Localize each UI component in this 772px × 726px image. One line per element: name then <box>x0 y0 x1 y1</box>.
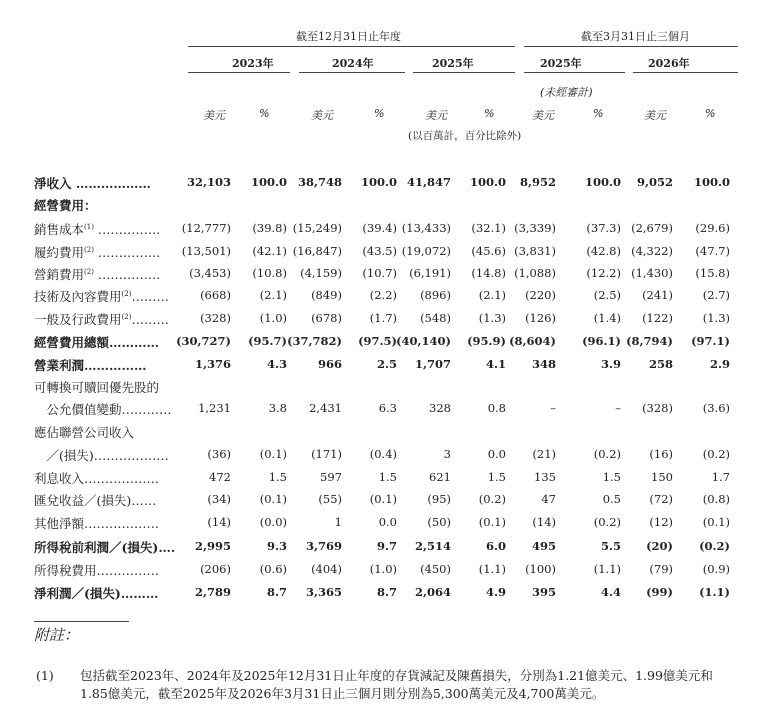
percent-cell: 100.0 <box>469 175 506 189</box>
row-label <box>34 174 151 192</box>
row-label <box>34 196 97 214</box>
percent-cell: 1.5 <box>602 470 621 484</box>
percent-cell: 0.0 <box>378 515 397 529</box>
footnote-ref: (1) <box>84 222 94 231</box>
amount-cell: (241) <box>642 288 673 302</box>
percent-cell: 1.7 <box>711 470 730 484</box>
row-label <box>34 333 159 351</box>
percent-cell: 9.3 <box>266 539 287 553</box>
amount-cell: (50) <box>427 515 451 529</box>
row-label <box>34 538 175 556</box>
row-label <box>34 446 169 464</box>
amount-cell: (12) <box>649 515 673 529</box>
percent-cell: 100.0 <box>693 175 730 189</box>
percent-cell: (1.3) <box>702 311 730 325</box>
row-label <box>34 265 160 283</box>
amount-cell: (2,679) <box>631 221 673 235</box>
percent-cell: 100.0 <box>584 175 621 189</box>
percent-cell: (0.8) <box>702 492 730 506</box>
year-rule <box>299 72 405 73</box>
percent-cell: (1.4) <box>593 311 621 325</box>
amount-cell: (14) <box>207 515 231 529</box>
percent-cell: (95.7) <box>248 334 287 348</box>
units-note: (以百萬計，百分比除外) <box>408 130 522 142</box>
leader-dots: …………… <box>93 245 161 260</box>
amount-cell: 3 <box>443 447 451 461</box>
footnote-ref: (2) <box>121 289 132 298</box>
leader-dots: ……………… <box>84 516 160 531</box>
amount-cell: (30,727) <box>176 334 231 348</box>
amount-cell: (206) <box>200 562 231 576</box>
row-label <box>34 423 134 441</box>
row-label-text: 一般及行政費用 <box>34 312 122 327</box>
footnote-ref: (2) <box>84 245 94 254</box>
percent-cell: 3.8 <box>268 401 287 415</box>
unaudited-label: (未經審計) <box>540 86 593 99</box>
year-label: 2025年 <box>432 57 474 70</box>
amount-cell: (16,847) <box>292 244 342 258</box>
year-rule <box>188 72 290 73</box>
percent-cell: 0.5 <box>602 492 621 506</box>
year-label: 2023年 <box>232 57 274 70</box>
percent-cell: 8.7 <box>266 585 287 599</box>
row-label-text: 利息收入 <box>34 471 85 486</box>
amount-cell: 258 <box>648 357 673 371</box>
percent-cell: (1.1) <box>699 585 730 599</box>
percent-cell: (1.0) <box>259 311 287 325</box>
amount-cell: 1,376 <box>194 357 231 371</box>
percent-cell: (96.1) <box>582 334 621 348</box>
amount-cell: (95) <box>427 492 451 506</box>
percent-cell: (29.6) <box>695 221 730 235</box>
percent-cell: (3.6) <box>702 401 730 415</box>
percent-cell: (95.9) <box>467 334 506 348</box>
leader-dots: ………… <box>109 335 160 350</box>
amount-cell: (8,794) <box>626 334 673 348</box>
amount-cell: (21) <box>532 447 556 461</box>
percent-cell: (1.7) <box>369 311 397 325</box>
percent-cell: (2.2) <box>369 288 397 302</box>
percent-cell: (39.8) <box>252 221 287 235</box>
amount-cell: (122) <box>642 311 673 325</box>
percent-cell: 1.5 <box>487 470 506 484</box>
percent-cell: (45.6) <box>471 244 506 258</box>
usd-label: 美元 <box>644 109 666 122</box>
row-label-text: 技術及內容費用 <box>34 289 122 304</box>
amount-cell: (16) <box>649 447 673 461</box>
leader-dots: …………… <box>93 267 161 282</box>
amount-cell: (6,191) <box>409 266 451 280</box>
year-label: 2024年 <box>332 57 374 70</box>
percent-cell: (97.1) <box>691 334 730 348</box>
amount-cell: (72) <box>649 492 673 506</box>
row-label <box>34 220 160 238</box>
amount-cell: (79) <box>649 562 673 576</box>
row-label-text: 公允價值變動 <box>34 402 122 417</box>
amount-cell: (668) <box>200 288 231 302</box>
amount-cell: 2,995 <box>194 539 231 553</box>
percent-cell: (10.7) <box>362 266 397 280</box>
amount-cell: (126) <box>525 311 556 325</box>
amount-cell: (678) <box>311 311 342 325</box>
row-label-text: 經營費用： <box>34 198 97 213</box>
amount-cell: (14) <box>532 515 556 529</box>
percent-cell: (47.7) <box>695 244 730 258</box>
amount-cell: (15,249) <box>292 221 342 235</box>
amount-cell: (4,159) <box>300 266 342 280</box>
leader-dots: ……… <box>131 312 169 327</box>
percent-cell: (0.2) <box>699 539 730 553</box>
amount-cell: 47 <box>541 492 556 506</box>
row-label <box>34 287 169 305</box>
leader-dots: …. <box>158 540 176 555</box>
amount-cell: 41,847 <box>406 175 451 189</box>
amount-cell: (36) <box>207 447 231 461</box>
row-label <box>34 561 159 579</box>
year-label: 2026年 <box>648 57 690 70</box>
leader-dots: ……………… <box>84 471 160 486</box>
percent-cell: (0.2) <box>593 515 621 529</box>
row-label-text: 所得稅前利潤／(損失) <box>34 540 159 555</box>
pct-label: % <box>593 107 604 120</box>
percent-cell: (10.8) <box>252 266 287 280</box>
year-label: 2025年 <box>540 57 582 70</box>
amount-cell: 3,769 <box>305 539 342 553</box>
percent-cell: (0.2) <box>478 492 506 506</box>
group-fy-title: 截至12月31日止年度 <box>296 30 401 43</box>
group-fy-rule <box>188 46 515 47</box>
amount-cell: 2,064 <box>414 585 451 599</box>
group-q-title: 截至3月31日止三個月 <box>581 30 690 43</box>
percent-cell: (2.1) <box>478 288 506 302</box>
amount-cell: (37,782) <box>287 334 342 348</box>
leader-dots: ……… <box>120 586 159 601</box>
pct-label: % <box>484 107 495 120</box>
percent-cell: – <box>615 401 621 415</box>
footnote-ref: (2) <box>84 267 94 276</box>
percent-cell: (37.3) <box>586 221 621 235</box>
amount-cell: (404) <box>311 562 342 576</box>
percent-cell: (2.7) <box>702 288 730 302</box>
row-label-text: 經營費用總額 <box>34 335 110 350</box>
amount-cell: (99) <box>646 585 673 599</box>
percent-cell: 2.9 <box>709 357 730 371</box>
row-label <box>34 584 158 602</box>
amount-cell: 8,952 <box>519 175 556 189</box>
percent-cell: 0.8 <box>487 401 506 415</box>
percent-cell: (0.1) <box>478 515 506 529</box>
leader-dots: ……………… <box>71 176 151 191</box>
amount-cell: 597 <box>320 470 342 484</box>
pct-label: % <box>259 107 270 120</box>
row-label <box>34 514 159 532</box>
percent-cell: (0.6) <box>259 562 287 576</box>
amount-cell: (19,072) <box>401 244 451 258</box>
percent-cell: (15.8) <box>695 266 730 280</box>
row-label-text: 銷售成本 <box>34 222 85 237</box>
amount-cell: 2,789 <box>194 585 231 599</box>
year-rule <box>413 72 515 73</box>
amount-cell: (171) <box>311 447 342 461</box>
row-label-text: 應佔聯營公司收入 <box>34 425 135 440</box>
usd-label: 美元 <box>425 109 447 122</box>
amount-cell: (13,433) <box>401 221 451 235</box>
percent-cell: 0.0 <box>487 447 506 461</box>
amount-cell: 395 <box>531 585 556 599</box>
row-label-text: 所得稅費用 <box>34 563 97 578</box>
percent-cell: (1.0) <box>369 562 397 576</box>
percent-cell: (0.1) <box>702 515 730 529</box>
amount-cell: (55) <box>318 492 342 506</box>
percent-cell: 4.3 <box>266 357 287 371</box>
amount-cell: (3,831) <box>514 244 556 258</box>
percent-cell: (12.2) <box>586 266 621 280</box>
percent-cell: (0.4) <box>369 447 397 461</box>
percent-cell: 100.0 <box>360 175 397 189</box>
percent-cell: (1.1) <box>478 562 506 576</box>
note-text: 包括截至2023年、2024年及2025年12月31日止年度的存貨減記及陳舊損失，分別為1.21億美元、1.99億美元和1.85億美元，截至2025年及2026年3月31日止三個月則分別為5,300萬美元及4,700萬美元。 <box>80 668 713 701</box>
amount-cell: 966 <box>317 357 342 371</box>
leader-dots: …………… <box>93 222 161 237</box>
amount-cell: 2,431 <box>309 401 342 415</box>
percent-cell: (0.1) <box>369 492 397 506</box>
pct-label: % <box>374 107 385 120</box>
percent-cell: 6.3 <box>378 401 397 415</box>
amount-cell: 348 <box>531 357 556 371</box>
leader-dots: ……………… <box>93 448 169 463</box>
amount-cell: 328 <box>429 401 451 415</box>
usd-label: 美元 <box>311 109 333 122</box>
amount-cell: (328) <box>200 311 231 325</box>
amount-cell: (1,430) <box>631 266 673 280</box>
percent-cell: 4.9 <box>485 585 506 599</box>
amount-cell: (100) <box>525 562 556 576</box>
row-label-text: 其他淨額 <box>34 516 85 531</box>
amount-cell: (13,501) <box>181 244 231 258</box>
leader-dots: …………… <box>84 358 147 373</box>
row-label-text: 營銷費用 <box>34 267 85 282</box>
amount-cell: (1,088) <box>514 266 556 280</box>
amount-cell: – <box>550 401 556 415</box>
amount-cell: (20) <box>646 539 673 553</box>
percent-cell: (0.2) <box>702 447 730 461</box>
amount-cell: 621 <box>429 470 451 484</box>
percent-cell: (0.1) <box>259 492 287 506</box>
percent-cell: (0.0) <box>259 515 287 529</box>
row-label-text: 淨收入 <box>34 176 72 191</box>
percent-cell: (39.4) <box>362 221 397 235</box>
percent-cell: 100.0 <box>250 175 287 189</box>
amount-cell: (8,604) <box>509 334 556 348</box>
note-marker: (1) <box>36 668 54 683</box>
percent-cell: 5.5 <box>600 539 621 553</box>
amount-cell: 9,052 <box>636 175 673 189</box>
leader-dots: …… <box>131 493 157 508</box>
row-label-text: 履約費用 <box>34 245 85 260</box>
percent-cell: (2.5) <box>593 288 621 302</box>
row-label <box>34 400 172 418</box>
year-rule <box>633 72 738 73</box>
amount-cell: 150 <box>651 470 673 484</box>
percent-cell: (42.8) <box>586 244 621 258</box>
amount-cell: (328) <box>642 401 673 415</box>
percent-cell: (97.5) <box>358 334 397 348</box>
leader-dots: …………… <box>96 563 160 578</box>
amount-cell: (40,140) <box>396 334 451 348</box>
percent-cell: (0.9) <box>702 562 730 576</box>
percent-cell: (32.1) <box>471 221 506 235</box>
row-label-text: 淨利潤／(損失) <box>34 586 121 601</box>
usd-label: 美元 <box>203 109 225 122</box>
amount-cell: 32,103 <box>186 175 231 189</box>
footnote-ref: (2) <box>121 312 132 321</box>
amount-cell: (450) <box>420 562 451 576</box>
row-label <box>34 243 160 261</box>
percent-cell: 9.7 <box>376 539 397 553</box>
percent-cell: (42.1) <box>252 244 287 258</box>
row-label <box>34 310 169 328</box>
percent-cell: 4.4 <box>600 585 621 599</box>
percent-cell: 3.9 <box>600 357 621 371</box>
row-label <box>34 378 159 396</box>
amount-cell: 1,231 <box>198 401 231 415</box>
percent-cell: (0.1) <box>259 447 287 461</box>
amount-cell: 3,365 <box>305 585 342 599</box>
row-label-text: 可轉換可贖回優先股的 <box>34 380 160 395</box>
percent-cell: 8.7 <box>376 585 397 599</box>
leader-dots: ………… <box>121 402 172 417</box>
amount-cell: 135 <box>534 470 556 484</box>
amount-cell: (220) <box>525 288 556 302</box>
row-label-text: ／(損失) <box>34 448 94 463</box>
row-label-text: 營業利潤 <box>34 358 85 373</box>
percent-cell: (1.1) <box>593 562 621 576</box>
percent-cell: (43.5) <box>362 244 397 258</box>
leader-dots: ……… <box>131 289 169 304</box>
amount-cell: (12,777) <box>181 221 231 235</box>
amount-cell: 38,748 <box>297 175 342 189</box>
amount-cell: 472 <box>209 470 231 484</box>
year-rule <box>524 72 625 73</box>
amount-cell: 1,707 <box>414 357 451 371</box>
percent-cell: 2.5 <box>376 357 397 371</box>
percent-cell: (0.2) <box>593 447 621 461</box>
amount-cell: (548) <box>420 311 451 325</box>
amount-cell: 495 <box>531 539 556 553</box>
percent-cell: 4.1 <box>485 357 506 371</box>
row-label <box>34 469 159 487</box>
pct-label: % <box>705 107 716 120</box>
amount-cell: (3,453) <box>189 266 231 280</box>
amount-cell: (34) <box>207 492 231 506</box>
row-label <box>34 356 147 374</box>
row-label-text: 匯兌收益／(損失) <box>34 493 132 508</box>
row-label <box>34 491 156 509</box>
percent-cell: (1.3) <box>478 311 506 325</box>
amount-cell: (849) <box>311 288 342 302</box>
percent-cell: 6.0 <box>485 539 506 553</box>
percent-cell: 1.5 <box>378 470 397 484</box>
notes-title: 附註： <box>34 626 80 644</box>
usd-label: 美元 <box>532 109 554 122</box>
amount-cell: (3,339) <box>514 221 556 235</box>
amount-cell: (4,322) <box>631 244 673 258</box>
percent-cell: (2.1) <box>259 288 287 302</box>
percent-cell: (14.8) <box>471 266 506 280</box>
amount-cell: (896) <box>420 288 451 302</box>
percent-cell: 1.5 <box>268 470 287 484</box>
amount-cell: 2,514 <box>414 539 451 553</box>
notes-divider <box>34 621 129 622</box>
group-q-rule <box>524 46 738 47</box>
amount-cell: 1 <box>334 515 342 529</box>
